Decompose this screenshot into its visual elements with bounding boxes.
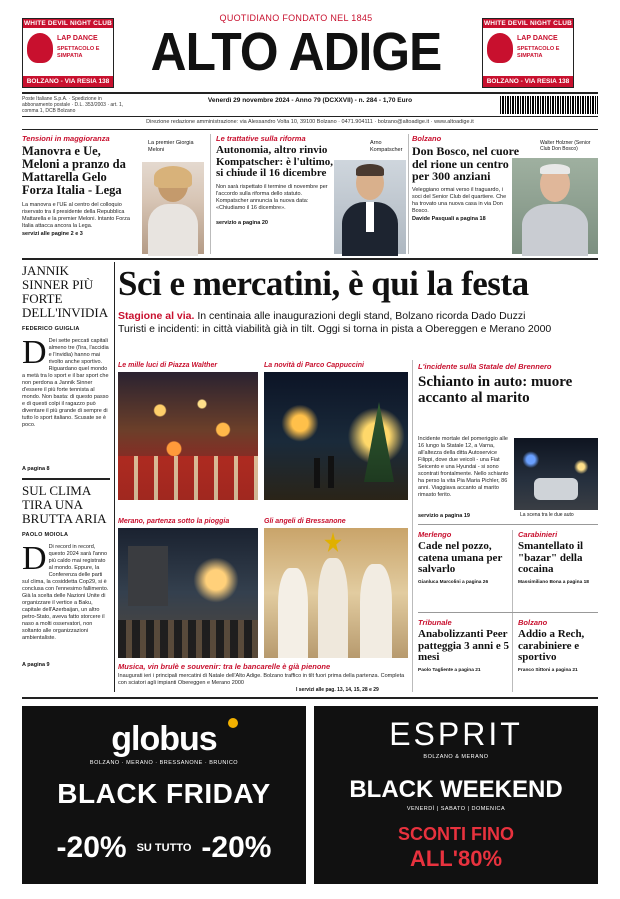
brief-kicker: Bolzano (518, 618, 548, 627)
ad-footer: BOLZANO - VIA RESIA 138 (483, 76, 573, 87)
brief-kicker: Merlengo (418, 530, 452, 539)
brief-headline: Addio a Rech, carabiniere e sportivo (518, 628, 585, 664)
editorial-body: Di record in record, questo 2024 sarà l'anno più caldo mai registrato al mondo. Eppure, la Conferenza delle parti sul clima, la cosiddetta Cop29, si è conclusa con l'ennesimo fallimento. Già la scelta delle Nazioni Unite di organizzare il vertice a Baku, capitale dell'Azerbaijan, un altro petro-Stato, aveva fatto storcere il naso a molti osservatori, non soltanto alle organizzazioni ambientaliste. (22, 544, 109, 641)
column-divider (210, 134, 211, 254)
column-divider (512, 530, 513, 692)
brief-story[interactable] (518, 530, 600, 585)
story-kicker: Le trattative sulla riforma (216, 134, 306, 143)
brief-ref: Paolo Tagliente a pagina 21 (418, 667, 481, 673)
right-lead-story[interactable] (418, 362, 598, 407)
globus-dot-icon (228, 718, 238, 728)
main-bottom-headline: Musica, vin brulè e souvenir: tra le bancarelle è già pienone (118, 662, 331, 671)
divider (22, 116, 598, 117)
brief-kicker: Tribunale (418, 618, 452, 627)
ad-line1: LAP DANCE (517, 35, 558, 42)
brief-ref: Franco Sittoni a pagina 21 (518, 667, 578, 673)
founded-line: QUOTIDIANO FONDATO NEL 1845 (219, 13, 373, 23)
top-story-2[interactable] (216, 134, 336, 226)
legal-fine-print: Poste Italiane S.p.A. · Spedizione in abbonamento postale · D.L. 353/2003 · art. 1, comma 1, DCB Bolzano (22, 96, 124, 114)
esprit-offer-line1: SCONTI FINO (398, 824, 514, 844)
photo-label: La novità di Parco Cappuccini (264, 362, 364, 369)
story-ref: servizio a pagina 20 (216, 219, 268, 226)
editorial-headline: JANNIK SINNER PIÙ FORTE DELL'INVIDIA (22, 263, 109, 320)
main-bottom-ref: I servizi alle pag. 13, 14, 15, 28 e 29 (296, 687, 379, 693)
main-subheadline (118, 310, 598, 336)
divider (418, 612, 598, 613)
story-kicker: Tensioni in maggioranza (22, 134, 110, 143)
globus-discount-right: -20% (201, 831, 272, 864)
editorial-headline: SUL CLIMA TIRA UNA BRUTTA ARIA (22, 483, 107, 526)
merano-photo[interactable] (118, 528, 258, 658)
editorial-ref: A pagina 9 (22, 662, 50, 668)
meloni-photo (142, 162, 204, 254)
brief-story[interactable] (418, 530, 510, 585)
column-divider (412, 360, 413, 692)
esprit-ad[interactable] (314, 706, 598, 884)
story-body: Non sarà rispettato il termine di novembre per l'accordo sulla riforma dello statuto. Kompatscher annuncia la nuova data: «Chiudiamo il 16 dicembre». (216, 183, 328, 211)
column-divider (408, 134, 409, 254)
brief-headline: Smantellato il "bazar" della cocaina (518, 540, 584, 576)
brief-story[interactable] (518, 618, 600, 673)
story-kicker: Bolzano (412, 134, 442, 143)
piazza-walther-photo[interactable] (118, 372, 258, 500)
story-kicker: L'incidente sulla Statale del Brennero (418, 362, 552, 371)
globus-logo: globus (111, 720, 217, 758)
top-story-3[interactable] (412, 134, 528, 222)
main-headline[interactable]: Sci e mercatini, è qui la festa (118, 264, 529, 303)
photo-caption: Walter Holzner (Senior Club Don Bosco) (540, 140, 591, 152)
parco-cappuccini-photo[interactable] (264, 372, 408, 500)
editorial-author: PAOLO MOIOLA (22, 532, 69, 538)
story-ref: Davide Pasquali a pagina 18 (412, 215, 486, 222)
esprit-logo: ESPRIT (389, 716, 523, 752)
ad-header: WHITE DEVIL NIGHT CLUB (23, 20, 113, 27)
editorial-author: FEDERICO GUIGLIA (22, 326, 80, 332)
brief-headline: Anabolizzanti Peer patteggia 3 anni e 5 mesi (418, 628, 510, 664)
photo-caption: La premier Giorgia Meloni (148, 140, 194, 153)
photo-label: Gli angeli di Bressanone (264, 518, 346, 525)
column-divider (114, 262, 115, 692)
story-ref: servizi alle pagine 2 e 3 (22, 230, 83, 237)
top-story-1[interactable] (22, 134, 140, 237)
esprit-cities: BOLZANO & MERANO (423, 754, 489, 760)
globus-ad[interactable] (22, 706, 306, 884)
main-bottom-body: Inaugurati ieri i principali mercatini di Natale dell'Alto Adige. Bolzano traffico in tilt fuori prima della partenza. Completa con sciatori agli impianti Obereggen e Merano 2000 (118, 673, 405, 686)
editorial-body: Dei sette peccati capitali almeno tre (l'ira, l'accidia e l'invidia) hanno mai rivolto anche sportivo. Riguardano quel mondo a metà tra lo sport e il bar sport che non perdona a Jannik Sinner d'essere il più forte tennista al mondo. Non basta: di questo passo e di questi colpi il ragazzo può diventare il più grande di sempre di tutto lo sport italiano. Scusate se è poco. (22, 338, 109, 428)
divider (22, 258, 598, 260)
esprit-days: VENERDÌ | SABATO | DOMENICA (406, 806, 506, 812)
left-article-2[interactable]: SUL CLIMA TIRA UNA BRUTTA ARIA PAOLO MOIOLA D Di record in record, questo 2024 sarà l'anno più caldo mai registrato al mondo. Eppure, la Conferenza delle parti sul clima, la cosiddetta Cop29, si è conclusa con l'ennesimo fallimento. Già la scelta delle Nazioni Unite di organizzare il vertice a Baku, capitale dell'Azerbaijan, un altro petro-Stato, aveva fatto storcere il naso a molti osservatori, non soltanto alle organizzazioni ambientaliste. A pagina 9 (22, 483, 109, 668)
main-sub-line2: Turisti e incidenti: in città viabilità già in tilt. Oggi si torna in pista a Obereggen e Merano 2000 (118, 323, 552, 335)
photo-label: Le mille luci di Piazza Walther (118, 362, 218, 369)
globus-middle-text: SU TUTTO (136, 842, 192, 854)
address-line: Direzione redazione amministrazione: via Alessandro Volta 10, 39100 Bolzano · 0471.904111 · bolzano@altoadige.it · www.altoadige.it (146, 119, 474, 125)
globus-event: BLACK FRIDAY (57, 778, 271, 809)
bressanone-angels-photo[interactable] (264, 528, 408, 658)
brief-ref: Gianluca Marcolini a pagina 26 (418, 579, 489, 585)
brief-story[interactable] (418, 618, 510, 673)
ad-line1: LAP DANCE (57, 35, 98, 42)
main-sub-kicker: Stagione al via. (118, 310, 195, 322)
divider (418, 524, 598, 525)
editorial-ref: A pagina 8 (22, 466, 50, 472)
ad-footer: BOLZANO - VIA RESIA 138 (23, 76, 113, 87)
divider (22, 129, 598, 130)
brief-kicker: Carabinieri (518, 530, 558, 539)
story-headline: Don Bosco, nel cuore del rione un centro per 300 anziani (412, 144, 520, 184)
brief-headline: Cade nel pozzo, catena umana per salvarlo (418, 540, 503, 576)
devil-logo-icon (487, 33, 513, 63)
ad-box-right[interactable] (482, 18, 574, 88)
brief-ref: Massimiliano Bona a pagina 18 (518, 579, 589, 585)
main-sub-line1: In centinaia alle inaugurazioni degli stand, Bolzano ricorda Dado Duzzi (194, 310, 526, 322)
barcode-icon (500, 96, 598, 114)
photo-caption: La scena tra le due auto (520, 512, 574, 518)
story-body: La manovra e l'UE al centro del colloquio riservato tra il presidente della Repubblica Mattarella e la premier Meloni. Intanto Forza Italia attacca ancora la Lega. (22, 201, 130, 229)
holzner-photo (512, 158, 598, 254)
divider (22, 478, 110, 480)
globus-discount-left: -20% (56, 831, 127, 864)
photo-label: Merano, partenza sotto la pioggia (118, 518, 230, 525)
esprit-event: BLACK WEEKEND (349, 776, 563, 803)
ad-line2: SPETTACOLO E SIMPATIA (57, 46, 100, 59)
ad-header: WHITE DEVIL NIGHT CLUB (483, 20, 573, 27)
story-headline: Autonomia, altro rinvio Kompatscher: è l'ultimo, si chiude il 16 dicembre (216, 144, 334, 180)
devil-logo-icon (27, 33, 53, 63)
story-headline: Manovra e Ue, Meloni a pranzo da Mattarella Gelo Forza Italia - Lega (22, 144, 126, 198)
ad-box-left[interactable] (22, 18, 114, 88)
kompatscher-photo (334, 160, 406, 254)
crash-photo[interactable] (514, 438, 598, 510)
globus-cities: BOLZANO · MERANO · BRESSANONE · BRUNICO (89, 760, 239, 766)
left-article-1[interactable]: JANNIK SINNER PIÙ FORTE DELL'INVIDIA FEDERICO GUIGLIA D Dei sette peccati capitali almeno tre (l'ira, l'accidia e l'invidia) hanno mai rivolto anche sportivo. Riguardano quel mondo a metà tra lo sport e il bar sport che non perdona a Jannik Sinner d'essere il più forte tennista al mondo. Non basta: di questo passo e di questi colpi il ragazzo può diventare il più grande di sempre di tutto lo sport italiano. Scusate se è poco. A pagina 8 (22, 263, 109, 472)
story-body: Veleggiano ormai verso il traguardo, i soci del Senior Club del quartiere. Che ha trovato una nuova casa in via Don Bosco. (412, 186, 507, 214)
masthead-title: ALTO ADIGE (150, 22, 442, 82)
story-headline: Schianto in auto: muore accanto al marito (418, 374, 573, 406)
esprit-offer-line2: ALL'80% (409, 846, 503, 871)
photo-caption: Arno Kompatscher (370, 140, 403, 153)
story-ref: servizio a pagina 19 (418, 513, 470, 519)
divider (22, 697, 598, 699)
story-body: Incidente mortale del pomeriggio alle 16 lungo la Statale 12, a Varna, all'altezza della ditta Autoservice Filippi, dove due veicoli - una Fiat Seicento e una Hyundai - si sono scontrati frontalmente. Nello schianto ha perso la vita Pia Maria Pichler, 86 anni. Viaggiava accanto al marito rimasto ferito. (418, 436, 509, 498)
divider (22, 92, 598, 94)
ad-line2: SPETTACOLO E SIMPATIA (517, 46, 560, 59)
date-line: Venerdì 29 novembre 2024 - Anno 79 (DCXXVII) - n. 284 - 1,70 Euro (207, 97, 413, 104)
